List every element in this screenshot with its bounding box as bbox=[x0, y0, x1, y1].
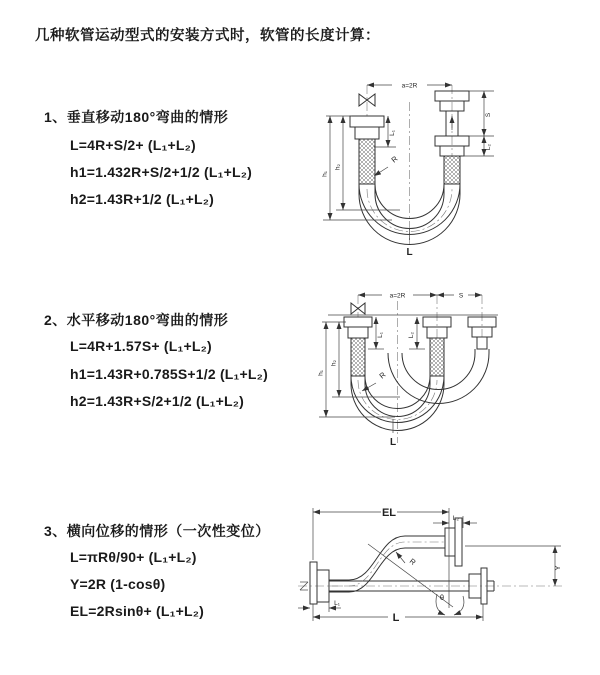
dim-a-2r bbox=[367, 83, 452, 90]
dim-label-a-2r: a=2R bbox=[389, 292, 406, 300]
diagram-lateral-displacement bbox=[293, 496, 593, 661]
angle-label: θ bbox=[439, 593, 445, 602]
dim-label-y: Y bbox=[553, 565, 562, 571]
dim-label-s: S bbox=[458, 292, 464, 300]
radius-callout bbox=[374, 154, 400, 176]
section-1-formula-3: h2=1.43R+1/2 (L₁+L₂) bbox=[70, 191, 215, 207]
dim-label-l1: L₁ bbox=[389, 130, 396, 136]
diagram-horizontal-180-bend bbox=[310, 281, 580, 476]
section-2-formula-2: h1=1.43R+0.785S+1/2 (L₁+L₂) bbox=[70, 366, 268, 382]
dim-label-l: L bbox=[392, 612, 400, 624]
angle-callout bbox=[436, 593, 464, 615]
section-3-heading: 3、横向位移的情形（一次性变位） bbox=[44, 523, 270, 539]
dim-label-l2: L₂ bbox=[408, 331, 415, 339]
section-2-heading: 2、水平移动180°弯曲的情形 bbox=[44, 312, 229, 328]
section-1-heading: 1、垂直移动180°弯曲的情形 bbox=[44, 109, 229, 125]
dim-l1 bbox=[374, 116, 396, 147]
dim-label-l1: L₁ bbox=[377, 332, 384, 338]
section-2-formula-3: h2=1.43R+S/2+1/2 (L₁+L₂) bbox=[70, 393, 245, 409]
section-3-formula-2: Y=2R (1-cosθ) bbox=[70, 576, 166, 592]
dim-label-s: S bbox=[485, 112, 492, 118]
dim-label-a-2r: a=2R bbox=[401, 82, 418, 90]
radius-label: R bbox=[389, 154, 400, 165]
dim-label-l1: L₁ bbox=[334, 600, 340, 607]
dim-label-l2: L₂ bbox=[485, 143, 492, 151]
section-1-formula-1: L=4R+S/2+ (L₁+L₂) bbox=[70, 137, 196, 153]
section-1-formula-2: h1=1.432R+S/2+1/2 (L₁+L₂) bbox=[70, 164, 252, 180]
radius-callout bbox=[396, 552, 418, 567]
left-fitting bbox=[350, 116, 384, 184]
dim-label-h2: h₂ bbox=[330, 359, 338, 367]
dim-y bbox=[465, 546, 562, 586]
centerlines bbox=[358, 292, 482, 443]
section-3-formula-1: L=πRθ/90+ (L₁+L₂) bbox=[70, 549, 197, 565]
section-2-formula-1: L=4R+1.57S+ (L₁+L₂) bbox=[70, 338, 212, 354]
left-flange bbox=[310, 562, 329, 604]
dims-top bbox=[358, 293, 482, 300]
page-title: 几种软管运动型式的安装方式时，软管的长度计算： bbox=[35, 28, 380, 44]
diagram-vertical-180-bend bbox=[312, 64, 582, 264]
dim-label-l2: L₂ bbox=[452, 515, 460, 522]
dim-label-el: EL bbox=[381, 507, 397, 519]
left-fitting bbox=[344, 317, 372, 376]
dim-label-h2: h₂ bbox=[334, 163, 342, 171]
radius-label: R bbox=[377, 370, 388, 381]
radius-callout bbox=[362, 370, 388, 391]
dims-l1-l2 bbox=[368, 317, 425, 349]
dim-l-bottom bbox=[313, 604, 483, 624]
radius-label: R bbox=[407, 556, 418, 567]
dim-label-h1: h₁ bbox=[321, 171, 329, 177]
length-callout bbox=[390, 419, 396, 448]
dim-label-h1: h₁ bbox=[317, 370, 325, 376]
section-3-formula-3: EL=2Rsinθ+ (L₁+L₂) bbox=[70, 603, 205, 619]
length-label: L bbox=[406, 247, 413, 258]
length-label: L bbox=[389, 437, 397, 448]
